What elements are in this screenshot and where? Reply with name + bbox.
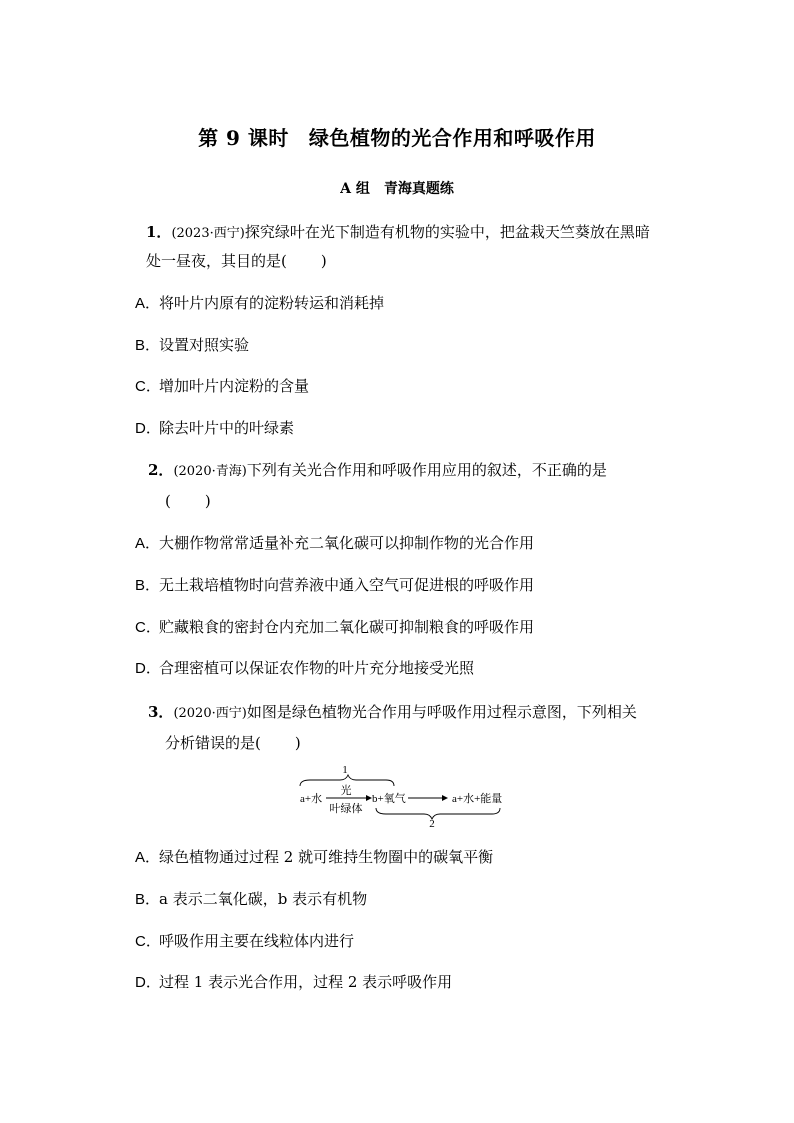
option-row[interactable] [135, 971, 452, 992]
option-row[interactable] [135, 292, 384, 313]
question-number: 2． [148, 461, 174, 479]
option-row[interactable] [135, 375, 309, 396]
reactants-label: a+水 [300, 793, 323, 805]
lesson-topic: 绿色植物的光合作用和呼吸作用 [308, 126, 596, 150]
option-row[interactable] [135, 888, 367, 909]
question-stem: 探究绿叶在光下制造有机物的实验中，把盆栽天竺葵放在黑暗 [244, 223, 650, 241]
question-3-line2 [165, 729, 301, 757]
option-letter: B． [135, 577, 161, 594]
option-row[interactable] [135, 846, 493, 867]
process-2-brace [376, 808, 500, 819]
option-letter: B． [135, 337, 161, 354]
option-text: 贮藏粮食的密封仓内充加二氧化碳可抑制粮食的呼吸作用 [159, 618, 535, 636]
products-label: b+氧气 [372, 793, 406, 805]
respiration-arrowhead [442, 795, 448, 801]
option-letter: A． [135, 535, 161, 552]
answer-paren-close: ) [204, 492, 211, 510]
option-letter: A． [135, 849, 161, 866]
option-row[interactable] [135, 574, 534, 595]
option-row[interactable] [135, 930, 354, 951]
question-source: (2020·西宁) [173, 706, 247, 721]
group-heading [0, 178, 794, 198]
question-number: 1． [146, 223, 172, 241]
question-source: (2023·西宁) [171, 226, 245, 241]
question-stem-cont: 分析错误的是( [165, 734, 261, 752]
answer-paren-open: ( [165, 492, 171, 510]
process-diagram [296, 764, 526, 828]
option-text: 呼吸作用主要在线粒体内进行 [159, 932, 355, 950]
question-2-line1 [148, 456, 607, 486]
answer-paren-close: ) [320, 252, 327, 270]
option-letter: C． [135, 378, 161, 395]
question-stem: 下列有关光合作用和呼吸作用应用的叙述，不正确的是 [246, 461, 607, 479]
process-1-label: 1 [342, 764, 348, 776]
option-letter: B． [135, 891, 161, 908]
question-1-line2 [146, 247, 327, 275]
option-text: 增加叶片内淀粉的含量 [159, 377, 310, 395]
option-letter: D． [135, 420, 161, 437]
light-condition-label: 光 [340, 785, 352, 797]
option-row[interactable] [135, 616, 534, 637]
option-letter: D． [135, 974, 161, 991]
question-2-line2 [165, 487, 211, 515]
chloroplast-condition-label: 叶绿体 [329, 803, 363, 815]
question-stem: 如图是绿色植物光合作用与呼吸作用过程示意图，下列相关 [246, 703, 637, 721]
answer-paren-close: ) [294, 734, 301, 752]
option-text: 除去叶片中的叶绿素 [159, 419, 295, 437]
option-row[interactable] [135, 334, 249, 355]
option-text: 过程 1 表示光合作用，过程 2 表示呼吸作用 [159, 973, 453, 991]
option-text: 设置对照实验 [159, 336, 250, 354]
option-letter: C． [135, 933, 161, 950]
option-row[interactable] [135, 417, 294, 438]
option-row[interactable] [135, 657, 474, 678]
group-name: 青海真题练 [383, 181, 454, 197]
page-title [0, 122, 794, 151]
option-text: 合理密植可以保证农作物的叶片充分地接受光照 [159, 659, 475, 677]
option-text: a 表示二氧化碳，b 表示有机物 [159, 890, 368, 908]
question-1-line1 [146, 218, 650, 248]
option-row[interactable] [135, 532, 534, 553]
respiration-products-label: a+水+能量 [452, 793, 503, 805]
group-label: A 组 [340, 181, 370, 197]
question-number: 3． [148, 703, 174, 721]
question-stem-cont: 处一昼夜，其目的是( [146, 252, 287, 270]
question-3-line1 [148, 698, 637, 728]
process-2-label: 2 [429, 818, 435, 828]
option-text: 绿色植物通过过程 2 就可维持生物圈中的碳氧平衡 [159, 848, 494, 866]
option-letter: A． [135, 295, 161, 312]
option-letter: D． [135, 660, 161, 677]
question-source: (2020·青海) [173, 464, 247, 479]
option-text: 无土栽培植物时向营养液中通入空气可促进根的呼吸作用 [159, 576, 535, 594]
option-text: 将叶片内原有的淀粉转运和消耗掉 [159, 294, 385, 312]
option-text: 大棚作物常常适量补充二氧化碳可以抑制作物的光合作用 [159, 534, 535, 552]
lesson-number: 第 9 课时 [198, 126, 289, 150]
option-letter: C． [135, 619, 161, 636]
